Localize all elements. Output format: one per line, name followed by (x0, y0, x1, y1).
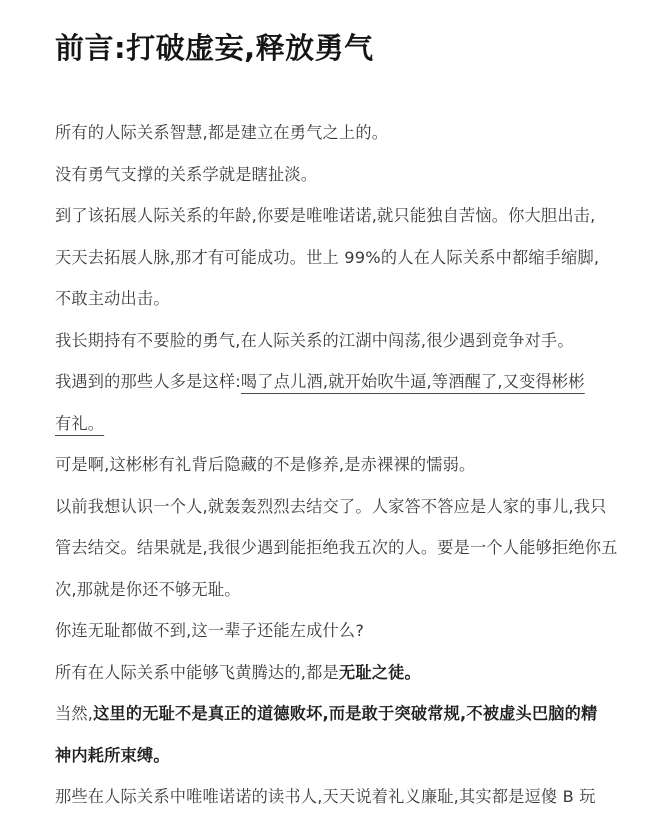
text-line (55, 403, 607, 445)
text-run: 不敢主动出击。 (55, 289, 170, 308)
text-run: 神内耗所束缚。 (55, 745, 170, 765)
text-line (55, 237, 607, 279)
text-run: 管去结交。结果就是,我很少遇到能拒绝我五次的人。要是一个人能够拒绝你五 (55, 538, 618, 557)
text-line (55, 652, 607, 694)
text-run: 当然, (55, 704, 94, 723)
text-run: 天天去拓展人脉,那才有可能成功。世上 99%的人在人际关系中都缩手缩脚, (55, 247, 600, 267)
text-run: 所有的人际关系智慧,都是建立在勇气之上的。 (55, 123, 389, 142)
text-run: 喝了点儿酒,就开始吹牛逼,等酒醒了,又变得彬彬 (240, 372, 585, 391)
text-run: 有礼。 (55, 413, 105, 433)
text-line (55, 486, 607, 528)
text-run: 到了该拓展人际关系的年龄,你要是唯唯诺诺,就只能独自苦恼。你大胆出击, (55, 206, 596, 225)
text-run: 你连无耻都做不到,这一辈子还能左成什么? (55, 621, 365, 640)
text-line (55, 776, 607, 818)
text-line (55, 444, 607, 486)
text-run: 可是啊,这彬彬有礼背后隐藏的不是修养,是赤裸裸的懦弱。 (55, 455, 476, 474)
text-line (55, 361, 607, 403)
text-run: 没有勇气支撑的关系学就是瞎扯淡。 (55, 164, 318, 184)
text-line (55, 735, 607, 777)
text-run: 次,那就是你还不够无耻。 (55, 579, 241, 599)
text-line (55, 195, 607, 237)
text-run: 这里的无耻不是真正的道德败坏,而是敢于突破常规,不被虚头巴脑的精 (93, 704, 598, 723)
text-line (55, 278, 607, 320)
page-title: 前言:打破虚妄,释放勇气 (55, 31, 374, 65)
text-line (55, 154, 607, 196)
text-run: 无耻之徒。 (338, 662, 421, 682)
document-body (55, 112, 618, 818)
text-line (55, 320, 607, 362)
text-line (55, 610, 607, 652)
text-line (55, 693, 607, 735)
text-run: 我长期持有不要脸的勇气,在人际关系的江湖中闯荡,很少遇到竞争对手。 (55, 330, 574, 350)
text-run: 以前我想认识一个人,就轰轰烈烈去结交了。人家答不答应是人家的事儿,我只 (55, 496, 607, 516)
text-line (55, 112, 607, 154)
text-line (55, 569, 607, 611)
text-line (55, 527, 618, 569)
text-run: 我遇到的那些人多是这样: (55, 372, 241, 391)
text-run: 所有在人际关系中能够飞黄腾达的,都是 (55, 662, 339, 682)
text-run: 那些在人际关系中唯唯诺诺的读书人,天天说着礼义廉耻,其实都是逗傻 B 玩 (55, 787, 596, 806)
